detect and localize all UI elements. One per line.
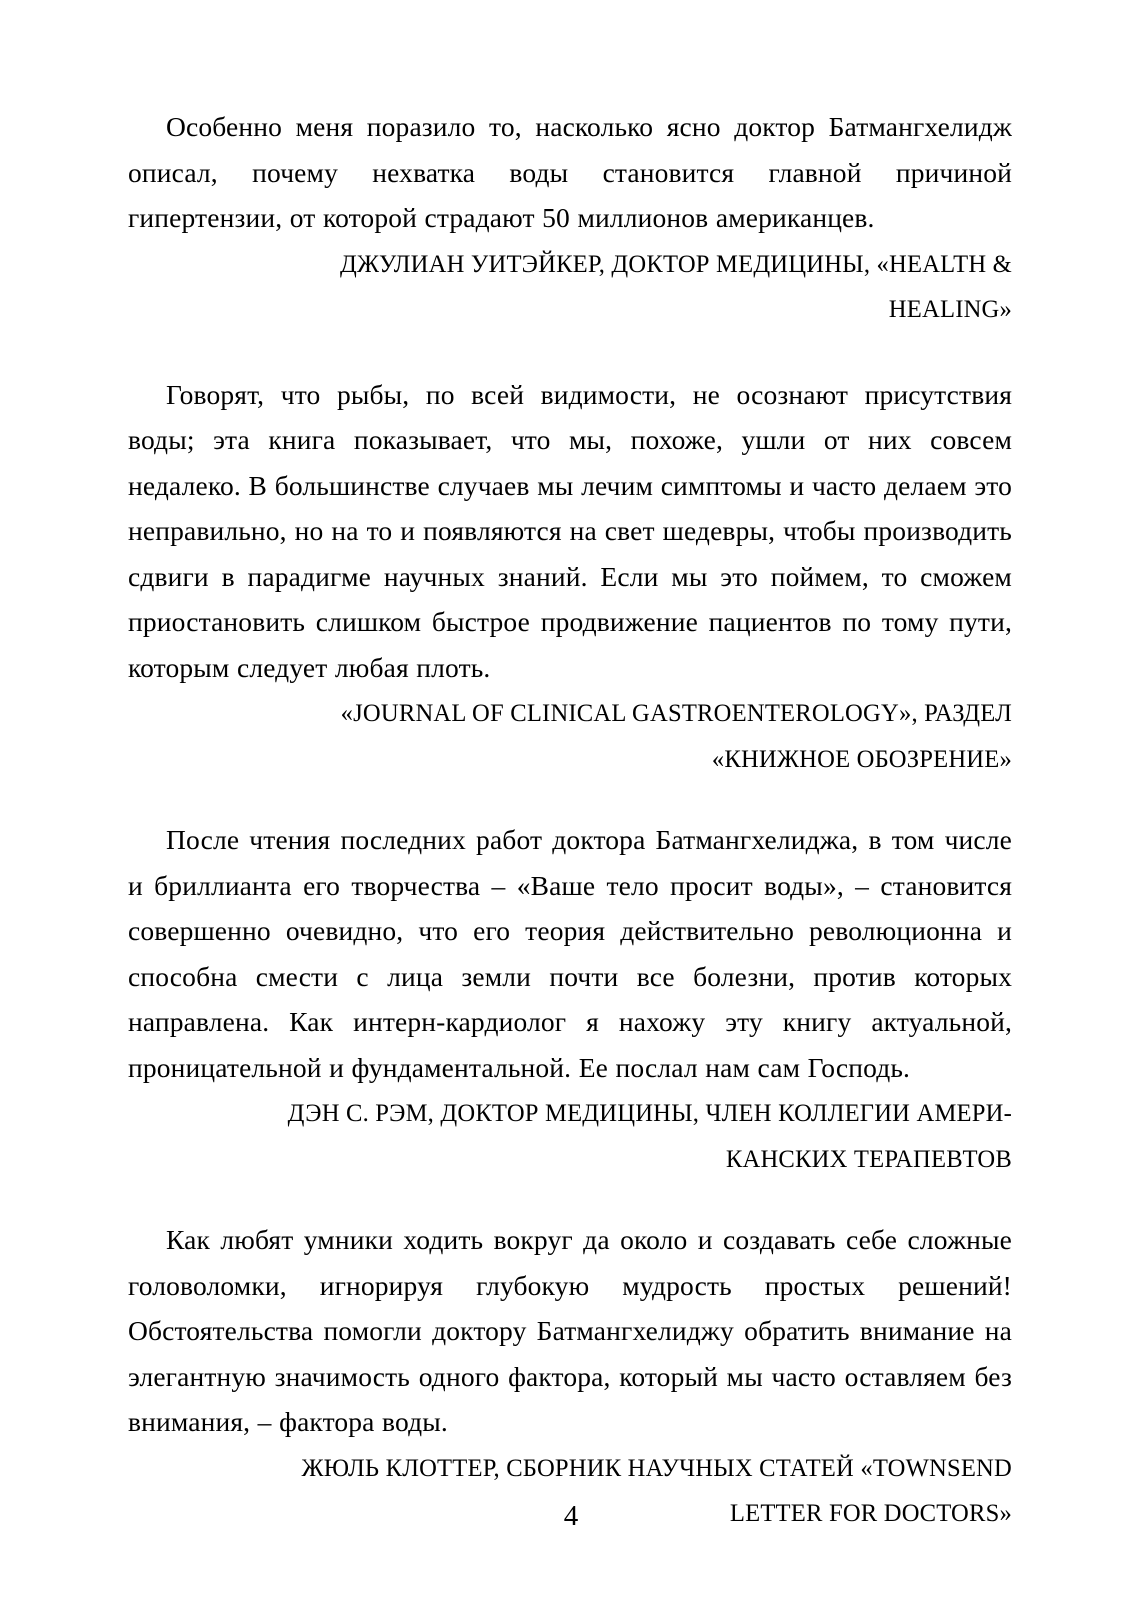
attribution-line: LETTER FOR DOCTORS» [729,1498,1012,1527]
quote-body: Особенно меня поразило то, насколько ясно доктор Батмангхелидж описал, почему нехватка воды становится главной причиной гипертензии, от которой страдают 50 миллионов американцев. [128,111,1012,233]
quote-body: После чтения последних работ доктора Батмангхелиджа, в том числе и бриллианта его творчества – «Ваше тело просит воды», – становится совершенно очевидно, что его теория действительно революционна и способна смести с лица земли почти все болезни, против которых направлена. Как интерн-кардиолог я нахожу эту книгу актуальной, проницательной и фундаментальной. Ее послал нам сам Господь. [128,824,1012,1083]
quote-block-whitaker [128,104,1012,332]
quote-body: Как любят умники ходить вокруг да около и создавать себе сложные головоломки, игнорируя глубокую мудрость простых решений! Обстоятельства помогли доктору Батмангхелиджу обратить внимание на элегантную значимость одного фактора, который мы часто оставляем без внимания, – фактора воды. [128,1224,1012,1437]
attribution-line: HEALING» [888,294,1012,323]
quote-block-jules-klotter [128,1217,1012,1536]
attribution-line: ЖЮЛЬ КЛОТТЕР, СБОРНИК НАУЧНЫХ СТАТЕЙ «TOWNSEND [301,1452,1012,1482]
section-spacer [128,332,1012,372]
page-number: 4 [563,1500,579,1532]
attribution-line: КАНСКИХ ТЕРАПЕВТОВ [725,1143,1012,1173]
quote-attribution [159,1090,1012,1181]
section-spacer [128,781,1012,817]
quote-body: Говорят, что рыбы, по всей видимости, не осознают присутствия воды; эта книга показывает, что мы, похоже, ушли от них совсем недалеко. В большинстве случаев мы лечим симптомы и часто делаем это неправильно, но на то и появляются на свет шедевры, чтобы производить сдвиги в парадигме научных знаний. Если мы это поймем, то сможем приостановить слишком быстрое продвижение пациентов по тому пути, которым следует любая плоть. [128,378,1012,683]
quote-attribution [159,690,1012,781]
attribution-line: ДЭН С. РЭМ, ДОКТОР МЕДИЦИНЫ, ЧЛЕН КОЛЛЕГИИ АМЕРИ- [287,1098,1012,1127]
attribution-line: «JOURNAL OF CLINICAL GASTROENTEROLOGY», РАЗДЕЛ [340,698,1012,727]
quote-block-dan-c-rem [128,817,1012,1181]
quote-attribution [159,241,1012,332]
page-text-column [128,104,1012,1536]
section-spacer [128,1181,1012,1217]
quote-block-journal-clinical-gastroenterology [128,372,1012,782]
attribution-line: «КНИЖНОЕ ОБОЗРЕНИЕ» [711,743,1012,773]
attribution-line: ДЖУЛИАН УИТЭЙКЕР, ДОКТОР МЕДИЦИНЫ, «HEALTH & [340,248,1012,278]
